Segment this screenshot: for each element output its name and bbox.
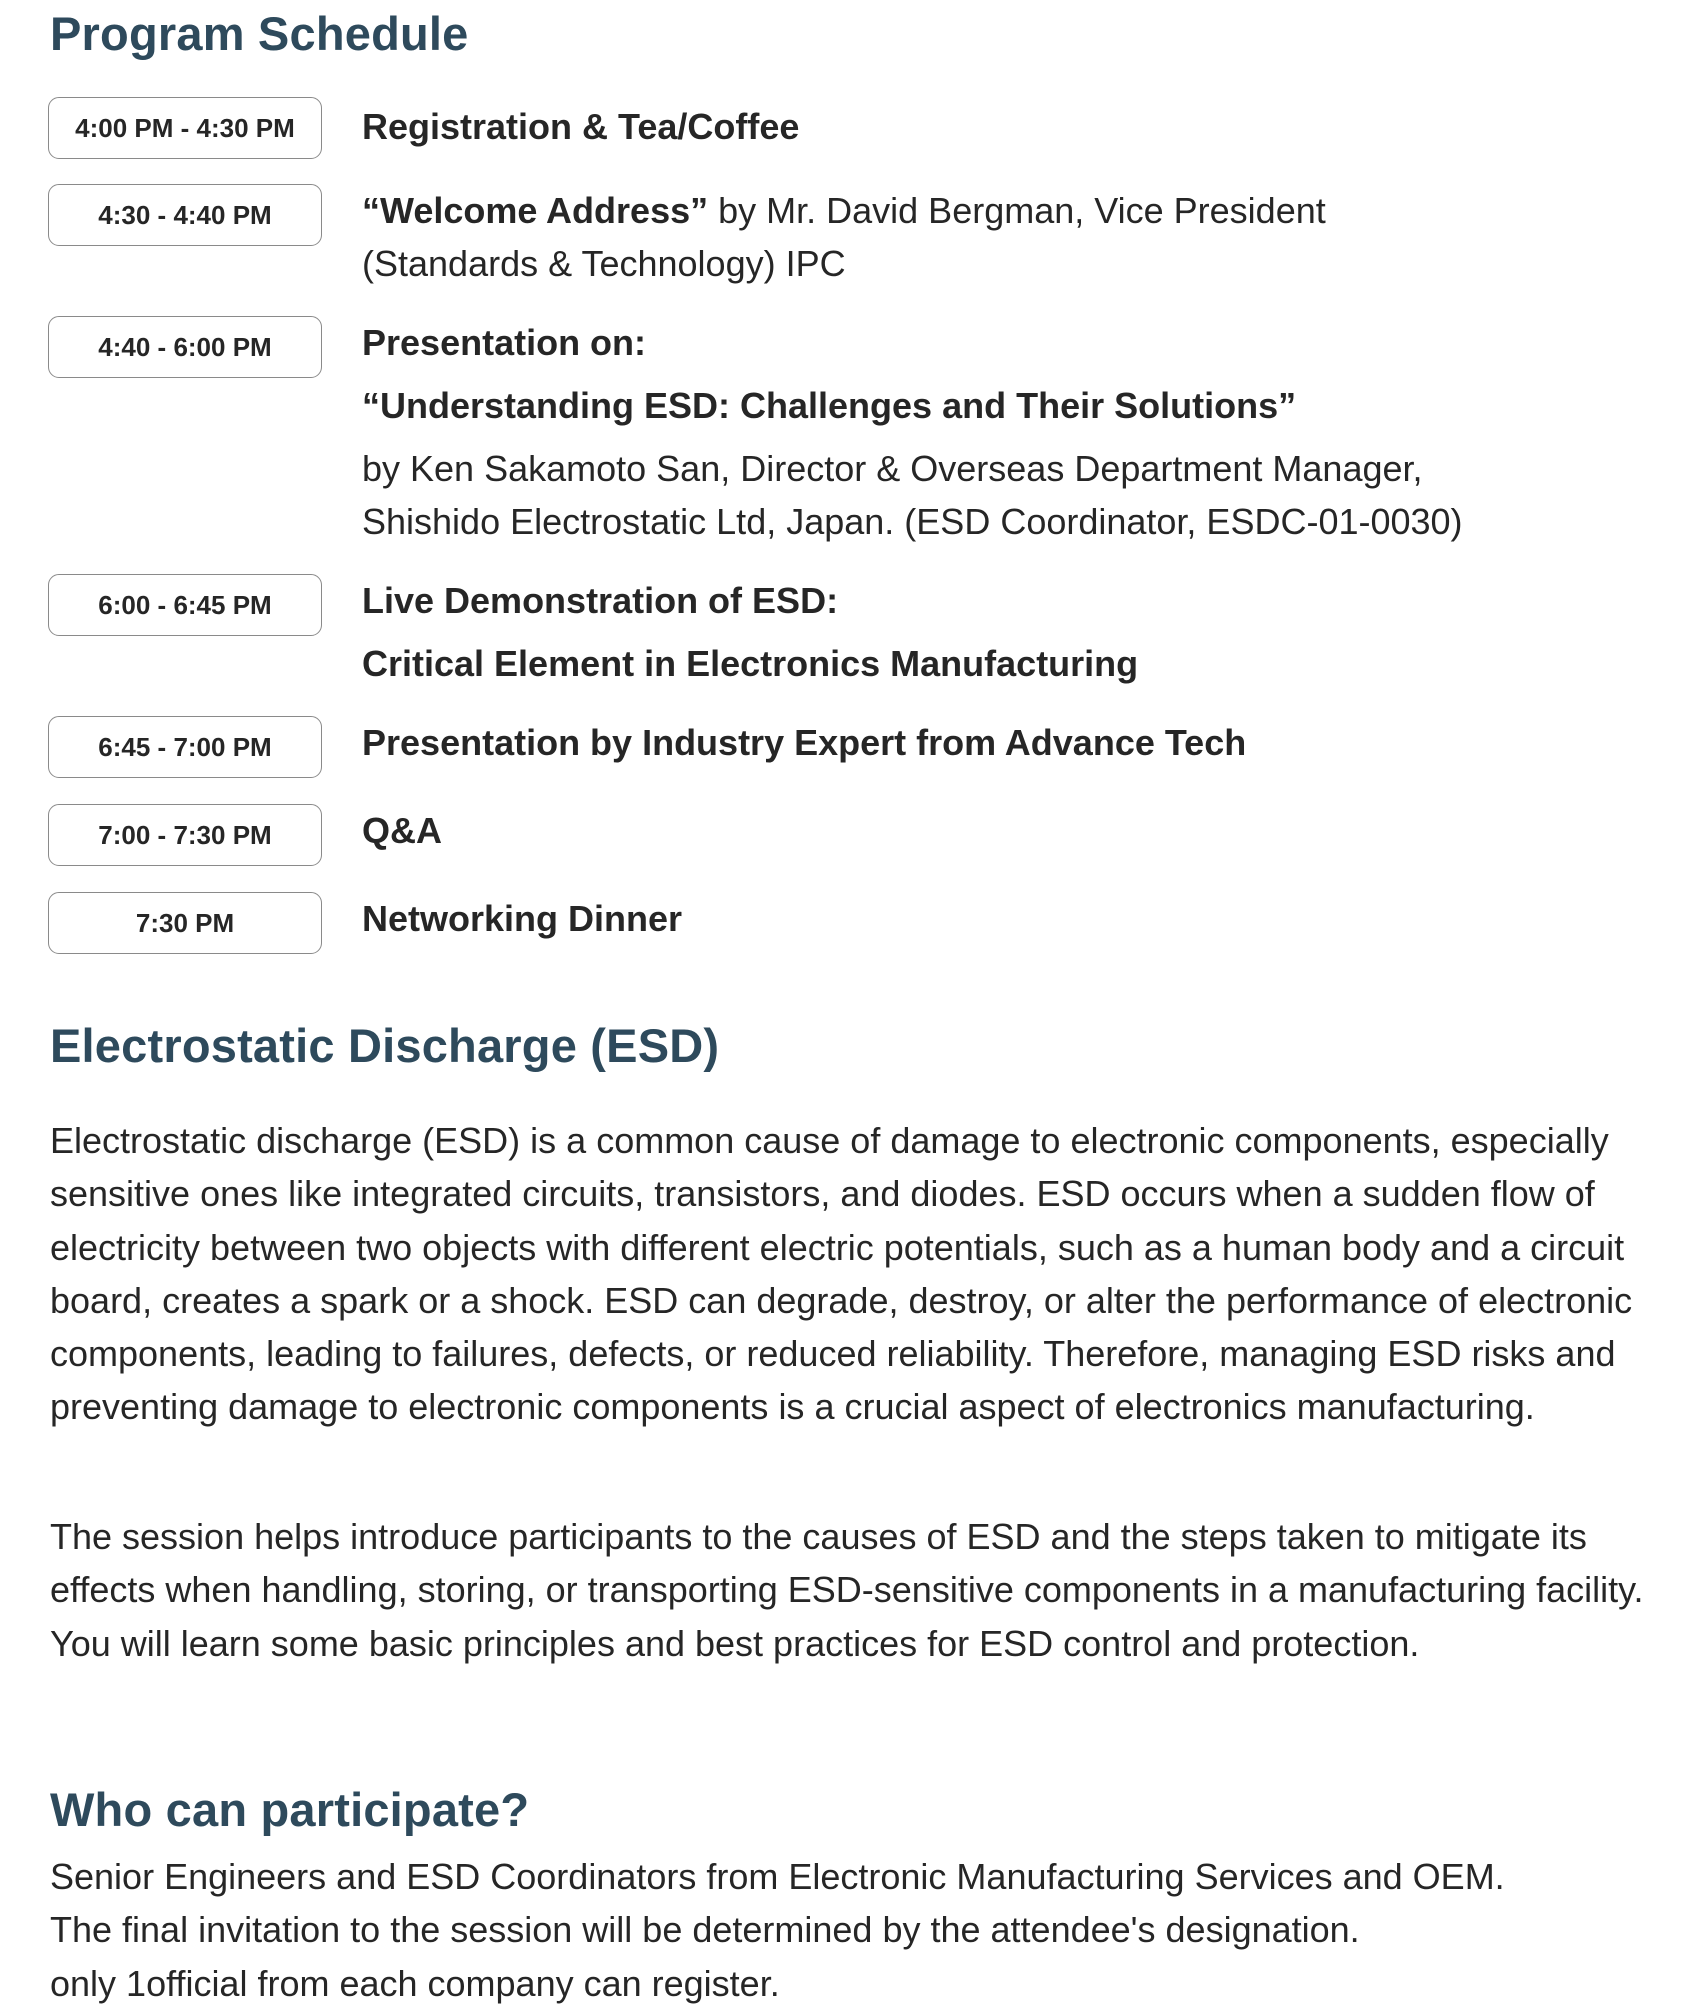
schedule-description [362, 316, 1582, 548]
schedule-item-title: Registration & Tea/Coffee [362, 106, 800, 147]
schedule-row [48, 804, 1648, 866]
esd-section-title: Electrostatic Discharge (ESD) [50, 1019, 720, 1072]
schedule-description [362, 892, 1582, 945]
schedule-row [48, 574, 1648, 690]
schedule-description [362, 716, 1582, 769]
schedule-row [48, 97, 1648, 159]
schedule-item-title: Presentation on: [362, 322, 647, 363]
time-badge: 6:00 - 6:45 PM [48, 574, 322, 636]
schedule-list [48, 97, 1648, 954]
time-badge: 7:30 PM [48, 892, 322, 954]
program-schedule-title: Program Schedule [50, 7, 469, 60]
schedule-item-title: Q&A [362, 810, 442, 851]
participation-line: Senior Engineers and ESD Coordinators from Electronic Manufacturing Services and OEM. [50, 1856, 1505, 1897]
schedule-description [362, 804, 1582, 857]
schedule-row [48, 716, 1648, 778]
schedule-row [48, 184, 1648, 290]
schedule-item-detail: by Ken Sakamoto San, Director & Overseas Department Manager, [362, 448, 1423, 489]
time-badge: 4:40 - 6:00 PM [48, 316, 322, 378]
who-can-participate-title: Who can participate? [50, 1783, 530, 1836]
schedule-item-title: “Welcome Address” [362, 190, 709, 231]
schedule-item-title: Networking Dinner [362, 898, 683, 939]
schedule-item-title: Live Demonstration of ESD: [362, 580, 839, 621]
esd-paragraph: Electrostatic discharge (ESD) is a common cause of damage to electronic components, especially sensitive ones like integrated circuits, transistors, and diodes. ESD occurs when a sudden flow of electricity between two objects with different electric potentials, such as a human body and a circuit board, creates a spark or a shock. ESD can degrade, destroy, or alter the performance of electronic components, leading to failures, defects, or reduced reliability. Therefore, managing ESD risks and preventing damage to electronic components is a crucial aspect of electronics manufacturing. [50, 1120, 1633, 1428]
schedule-description [362, 574, 1582, 690]
participation-text [50, 1850, 1670, 2010]
schedule-item-title: Presentation by Industry Expert from Advance Tech [362, 722, 1247, 763]
time-badge: 4:30 - 4:40 PM [48, 184, 322, 246]
time-badge: 6:45 - 7:00 PM [48, 716, 322, 778]
schedule-item-detail: (Standards & Technology) IPC [362, 243, 846, 284]
schedule-item-detail: Shishido Electrostatic Ltd, Japan. (ESD Coordinator, ESDC-01-0030) [362, 501, 1463, 542]
esd-paragraph: The session helps introduce participants to the causes of ESD and the steps taken to mitigate its effects when handling, storing, or transporting ESD-sensitive components in a manufacturing facility. You will learn some basic principles and best practices for ESD control and protection. [50, 1516, 1644, 1664]
schedule-description [362, 100, 1582, 153]
schedule-item-detail: by Mr. David Bergman, Vice President [708, 190, 1326, 231]
time-badge: 4:00 PM - 4:30 PM [48, 97, 322, 159]
participation-line: The final invitation to the session will be determined by the attendee's designation. [50, 1909, 1360, 1951]
time-badge: 7:00 - 7:30 PM [48, 804, 322, 866]
participation-line: only 1official from each company can register. [50, 1962, 780, 2004]
schedule-row [48, 892, 1648, 954]
schedule-item-subtitle: Critical Element in Electronics Manufacturing [362, 643, 1139, 684]
schedule-row [48, 316, 1648, 548]
schedule-item-subtitle: “Understanding ESD: Challenges and Their Solutions” [362, 385, 1297, 426]
schedule-description [362, 184, 1582, 290]
